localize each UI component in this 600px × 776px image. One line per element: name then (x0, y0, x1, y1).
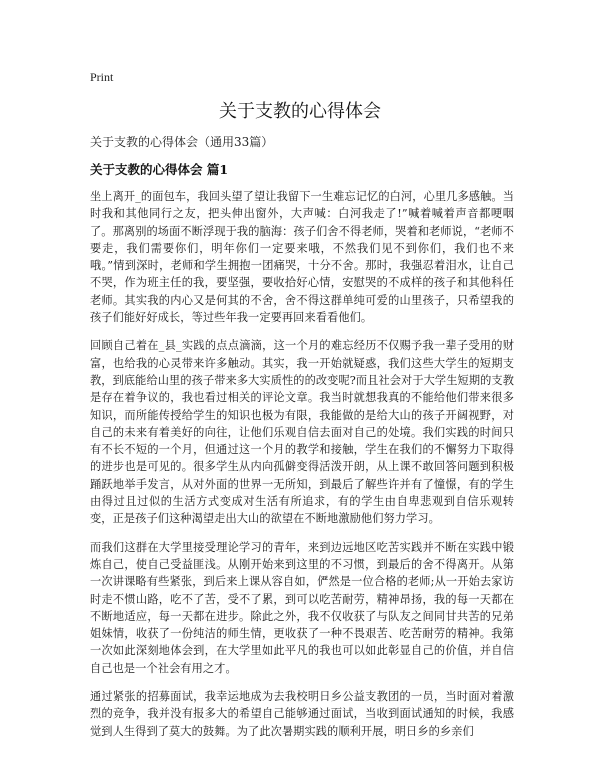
paragraph: 坐上离开_的面包车，我回头望了望让我留下一生难忘记忆的白河，心里几多感触。当时我和其他同行之友，把头伸出窗外，大声喊：白河我走了!”喊着喊着声音都哽咽了。那离别的场面不断浮现于我的脑海：孩子们舍不得老师，哭着和老师说，“老师不要走，我们需要你们，明年你们一定要来哦，不然我们见不到你们，我们也不来哦。”情到深时，老师和学生拥抱一团痛哭，十分不舍。那时，我强忍着泪水，让自己不哭，作为班主任的我，要坚强，要收拾好心情，安慰哭的不成样的孩子和其他科任老师。其实我的内心又是何其的不舍，舍不得这群单纯可爱的山里孩子，只希望我的孩子们能好好成长，等过些年我一定要再回来看看他们。 (90, 190, 514, 325)
document-subtitle: 关于支教的心得体会（通用33篇） (90, 135, 274, 149)
document-body (90, 188, 514, 751)
paragraph: 通过紧张的招募面试，我幸运地成为去我校明日乡公益支教团的一员，当时面对着激烈的竞争，我并没有报多大的希望自己能够通过面试，当收到面试通知的时候，我感觉到人生得到了莫大的鼓舞。为了此次暑期实践的顺利开展，明日乡的乡亲们 (90, 690, 514, 738)
section-heading: 关于支教的心得体会 篇1 (90, 162, 229, 177)
print-link[interactable]: Print (90, 70, 114, 84)
paragraph: 回顾自己着在_县_实践的点点滴滴，这一个月的难忘经历不仅赐予我一辈子受用的财富，也给我的心灵带来许多触动。其实，我一开始就疑惑，我们这些大学生的短期支教，到底能给山里的孩子带来多大实质性的的改变呢?而且社会对于大学生短期的支教是存在着争议的，我也看过相关的评论文章。我当时就想我真的不能给他们带来很多知识，而所能传授给学生的知识也极为有限，我能做的是给大山的孩子开阔视野，对自己的未来有着美好的向往，让他们乐观自信去面对自己的处境。我们实践的时间只有不长不短的一个月，但通过这一个月的教学和接触，学生在我们的不懈努力下取得的进步也是可见的。很多学生从内向孤僻变得活泼开朗，从上课不敢回答问题到积极踊跃地举手发言，从对外面的世界一无所知，到最后了解些许并有了憧憬，有的学生由得过且过似的生活方式变成对生活有所追求，有的学生由自卑悲观到自信乐观转变，正是孩子们这种渴望走出大山的欲望在不断地激励他们努力学习。 (90, 339, 514, 526)
document-title: 关于支教的心得体会 (219, 101, 381, 122)
paragraph: 而我们这群在大学里接受理论学习的青年，来到边远地区吃苦实践并不断在实践中锻炼自己，使自己受益匪浅。从刚开始来到这里的不习惯，到最后的舍不得离开。从第一次讲课略有些紧张，到后来上课从容自如，俨然是一位合格的老师;从一开始去家访时走不惯山路，吃不了苦，受不了累，到可以吃苦耐劳，精神昂扬，我的每一天都在不断地适应，每一天都在进步。除此之外，我不仅收获了与队友之间同甘共苦的兄弟姐妹情，收获了一份纯洁的师生情，更收获了一种不畏艰苦、吃苦耐劳的精神。我第一次如此深刻地体会到，在大学里如此平凡的我也可以如此彰显自己的价值，并自信自己也是一个社会有用之才。 (90, 540, 514, 675)
